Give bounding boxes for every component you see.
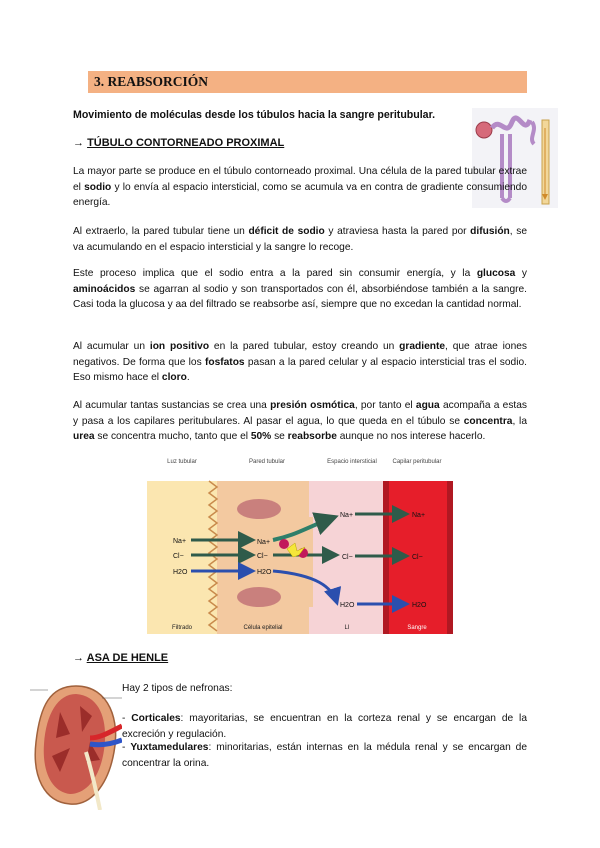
bold-term: gradiente [399,341,446,352]
text-run: , que atrae iones negativos. De forma que los [73,341,527,368]
text-run: , por tanto el [354,400,416,411]
reabsorption-diagram [147,457,453,634]
text-run: Al acumular un [73,341,150,352]
ion-cl-blood: Cl− [412,554,423,561]
text-run: , la [512,415,527,427]
list-item-corticales [122,711,527,742]
col-pared-label: Pared tubular [248,459,286,465]
paragraph-1 [73,164,527,211]
ion-h2o-wall: H2O [257,569,272,576]
bold-term: aminoácidos [73,283,136,295]
heading-henle [73,652,168,664]
ion-cl-wall: Cl− [257,553,268,560]
text-run: se concentra mucho, tanto que el [94,431,251,442]
ion-cl-interstitial: Cl− [342,554,353,561]
heading-henle-label: ASA DE HENLE [86,652,169,664]
intro-line: Movimiento de moléculas desde los túbulos hacia la sangre peritubular. [73,109,436,121]
bold-term: glucosa [476,268,516,279]
bottom-celula: Célula epitelial [243,625,283,631]
bold-term: ion positivo [149,341,210,352]
text-run: aunque no nos interese hacerlo. [336,431,486,442]
arrow-icon: → [73,137,84,149]
bold-term: presión osmótica [270,400,355,411]
section-title: 3. REABSORCIÓN [94,74,209,89]
ion-na-lumen: Na+ [173,538,187,545]
bold-term: agua [415,400,440,411]
bottom-li: LI [344,625,350,631]
paragraph-2 [73,224,527,255]
text-run: , se va acumulando en el espacio intersticial y la sangre lo recoge. [73,226,528,253]
bottom-filtrado: Filtrado [171,625,193,631]
text-run: y lo envía al espacio intersticial, como se acumula va en contra de gradiente consumiendo energía. [73,181,527,208]
bold-term: reabsorbe [287,431,337,442]
text-run: Al extraerlo, la pared tubular tiene un [73,226,249,237]
list-item-yuxtamedulares [122,740,527,771]
col-luz-label: Luz tubular [167,459,197,465]
col-espacio-label: Espacio intersticial [327,459,377,465]
ion-na-interstitial: Na+ [340,512,354,519]
text-run: : mayoritarias, se encuentran en la corteza renal y se encargan de la excreción y regulación. [122,713,527,740]
bold-term: Yuxtamedulares [130,742,209,753]
text-run: - [122,742,131,753]
bottom-sangre: Sangre [407,625,427,631]
text-run: pasan a la pared celular y al espacio intersticial tras el sodio. Eso mismo hace el [73,356,527,383]
text-run: se [271,431,288,442]
text-run: acompaña a estas y pasa a los capilares peritubulares. Al pasar el agua, lo que queda en el túbulo se [73,400,527,427]
ion-cl-lumen: Cl− [173,553,184,560]
col-capilar-label: Capilar peritubular [392,459,442,465]
text-run: Al acumular tantas sustancias se crea una [73,400,271,411]
paragraph-5 [73,398,527,445]
henle-intro: Hay 2 tipos de nefronas: [122,683,233,694]
text-run: . [186,372,190,383]
ion-h2o-lumen: H2O [173,569,188,576]
paragraph-3 [73,266,527,313]
heading-proximal [73,137,284,149]
ion-na-blood: Na+ [412,512,426,519]
bold-term: fosfatos [204,356,245,368]
ion-h2o-blood: H2O [412,602,427,609]
bold-term: déficit de sodio [248,226,325,237]
bold-term: 50% [250,431,272,442]
text-run: La mayor parte se produce en el túbulo contorneado proximal. Una célula de la pared tubular extrae el [73,166,527,193]
heading-proximal-label: TÚBULO CONTORNEADO PROXIMAL [87,137,285,149]
bold-term: urea [73,431,95,442]
kidney-illustration [30,682,122,810]
pump-icon [279,539,289,549]
paragraph-4 [73,339,527,386]
section-title-band [88,71,527,93]
bold-term: concentra [463,415,513,427]
text-run: y atraviesa hasta la pared por [324,226,471,237]
text-run: - [122,713,132,724]
bold-term: sodio [84,181,112,193]
text-run: Este proceso implica que el sodio entra a la pared sin consumir energía, y la [73,268,477,279]
text-run: : minoritarias, están internas en la médula renal y se encargan de concentrar la orina. [122,742,527,769]
bold-term: Corticales [131,713,181,724]
text-run: se agarran al sodio y son transportados con él, absorbiéndose también a la sangre. Casi toda la glucosa y aa del filtrado se reabsorbe así, siempre que no excedan la cantidad normal. [73,283,527,310]
arrow-icon: → [73,652,84,664]
bold-term: difusión [470,226,510,237]
text-run: en la pared tubular, estoy creando un [209,341,400,352]
bold-term: cloro [161,372,187,383]
ion-h2o-interstitial: H2O [340,602,355,609]
text-run: y [515,268,527,279]
ion-na-wall: Na+ [257,539,271,546]
